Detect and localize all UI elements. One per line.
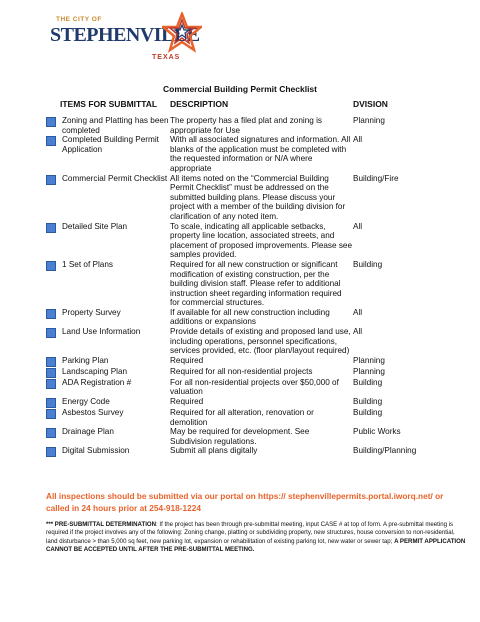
row-division: Building [353, 377, 383, 387]
checklist-row [46, 427, 446, 446]
header-division: DVISION [353, 99, 388, 109]
pre-submittal-note [46, 521, 466, 554]
row-description: All items noted on the “Commercial Building Permit Checklist” must be addressed on the submitted building plans. Please discuss your project with a member of the building division for clarification of any noted item. [170, 173, 346, 221]
row-item: Detailed Site Plan [62, 221, 128, 231]
row-item: Landscaping Plan [62, 366, 128, 376]
checkbox[interactable] [46, 379, 56, 389]
row-item: Completed Building Permit Application [62, 135, 159, 154]
row-division: All [353, 307, 363, 317]
row-item: Parking Plan [62, 355, 109, 365]
checkbox[interactable] [46, 309, 56, 319]
row-division: All [353, 135, 363, 145]
fine-body: : If the project has been through pre-submittal meeting, input CASE # at top of form. A pre-submittal meeting is required if the project involves any of the following: Zoning change, platting or subdividing property, new structures, house conversion to non-residential, land disturbance > than 5,000 sq feet, new parking lot, expansion or rehabilitation of existing parking lot, new water or sewer tap; [46, 521, 455, 545]
checklist-row [46, 397, 446, 408]
row-division: Building/Planning [353, 446, 417, 456]
fine-tail: A PERMIT APPLICATION CANNOT BE ACCEPTED UNTIL AFTER THE PRE-SUBMITTAL MEETING. [46, 537, 466, 553]
row-item: Commercial Permit Checklist [62, 173, 168, 183]
checkbox[interactable] [46, 261, 56, 271]
row-description: Required for all alteration, renovation or demolition [170, 408, 314, 427]
checklist-row [46, 174, 446, 222]
row-description: With all associated signatures and information. All blanks of the application must be completed with the requested information or N/A where appropriate [170, 135, 351, 173]
checkbox[interactable] [46, 398, 56, 408]
checklist-row [46, 446, 446, 457]
checklist-row [46, 308, 446, 327]
checkbox[interactable] [46, 175, 56, 185]
fine-lead: *** PRE-SUBMITTAL DETERMINATION [46, 521, 157, 528]
row-item: Digital Submission [62, 446, 130, 456]
row-item: Zoning and Platting has been completed [62, 116, 169, 135]
checkbox[interactable] [46, 136, 56, 146]
row-description: Required for all non-residential projects [170, 366, 313, 376]
checklist-row [46, 327, 446, 356]
row-description: Required [170, 355, 204, 365]
checkbox[interactable] [46, 357, 56, 367]
logo-state: TEXAS [152, 54, 181, 61]
logo-name: STEPHENVILLE [50, 24, 200, 46]
checkbox[interactable] [46, 428, 56, 438]
row-division: Building/Fire [353, 173, 399, 183]
checklist-row [46, 260, 446, 308]
checklist-row [46, 378, 446, 397]
row-division: Building [353, 259, 383, 269]
row-item: Energy Code [62, 397, 110, 407]
row-division: Planning [353, 116, 385, 125]
row-division: Public Works [353, 427, 401, 437]
row-item: 1 Set of Plans [62, 259, 113, 269]
row-item: Drainage Plan [62, 427, 114, 437]
row-item: Property Survey [62, 307, 121, 317]
header-description: DESCRIPTION [170, 99, 229, 109]
row-division: All [353, 221, 363, 231]
row-description: Submit all plans digitally [170, 446, 258, 456]
row-division: All [353, 327, 363, 337]
row-description: Provide details of existing and proposed land use, including operations, personnel specifications, services provided, etc. (floor plan/layout required) [170, 327, 351, 356]
logo-top-text: THE CITY OF [56, 16, 102, 23]
checklist-row [46, 116, 446, 135]
city-logo [50, 14, 200, 74]
checklist-row [46, 367, 446, 378]
row-division: Building [353, 408, 383, 418]
row-item: Asbestos Survey [62, 408, 124, 418]
row-description: If available for all new construction including additions or expansions [170, 307, 330, 327]
checklist-row [46, 135, 446, 173]
checkbox[interactable] [46, 409, 56, 419]
row-description: For all non-residential projects over $50,000 of valuation [170, 377, 339, 397]
checkbox[interactable] [46, 117, 56, 127]
checkbox[interactable] [46, 328, 56, 338]
row-item: ADA Registration # [62, 377, 132, 387]
checklist-row [46, 356, 446, 367]
row-description: Required for all new construction or significant modification of existing construction, per the building division staff. Please refer to additional instruction sheet regarding information required for commercial structures. [170, 259, 342, 308]
row-description: The property has a filed plat and zoning is appropriate for Use [170, 116, 323, 135]
row-description: To scale, indicating all applicable setbacks, property line location, associated streets, and placement of proposed improvements. Please see samples provided. [170, 221, 353, 260]
checkbox[interactable] [46, 447, 56, 457]
star-icon [162, 12, 202, 54]
checklist-row [46, 222, 446, 260]
checklist [46, 116, 446, 457]
header-items: ITEMS FOR SUBMITTAL [60, 99, 158, 109]
checkbox[interactable] [46, 223, 56, 233]
checklist-row [46, 408, 446, 427]
inspection-notice: All inspections should be submitted via our portal on https:// stephenvillepermits.portal.iworq.net/ or called in 24 hours prior at 254-918-1224 [46, 491, 444, 513]
row-division: Planning [353, 355, 385, 365]
row-item: Land Use Information [62, 327, 141, 337]
page-title: Commercial Building Permit Checklist [163, 84, 317, 94]
row-description: Required [170, 397, 204, 407]
row-division: Planning [353, 366, 385, 376]
checkbox[interactable] [46, 368, 56, 378]
row-description: May be required for development. See Subdivision regulations. [170, 427, 310, 446]
row-division: Building [353, 397, 383, 407]
